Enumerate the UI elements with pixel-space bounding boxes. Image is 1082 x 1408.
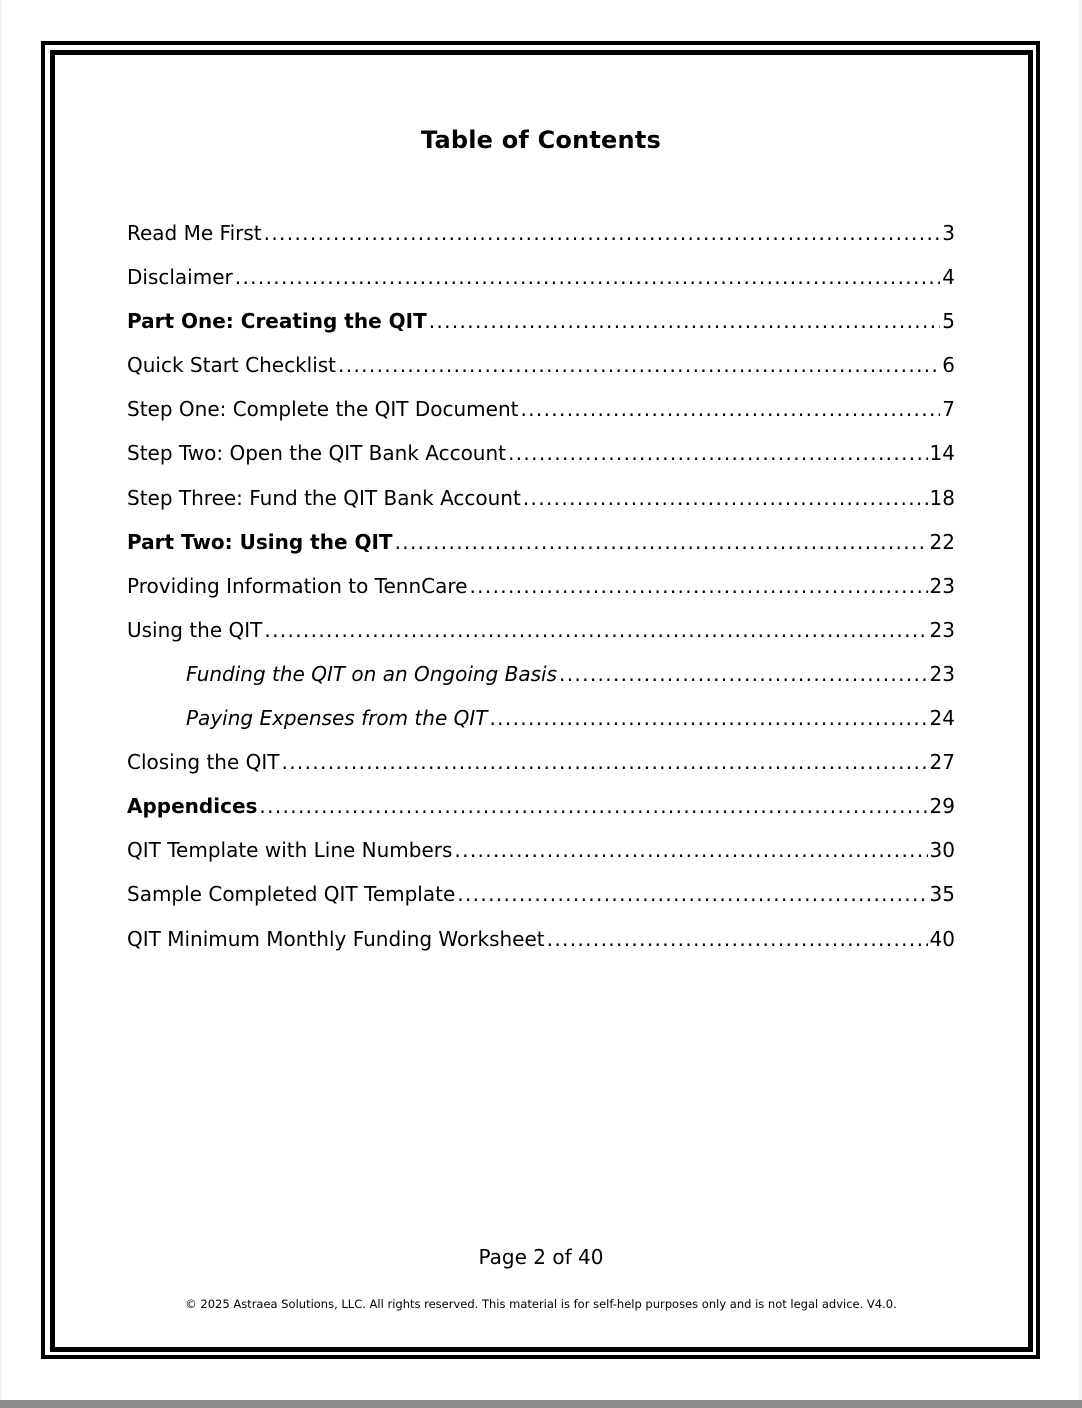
- toc-entry-page: 3: [942, 221, 955, 245]
- toc-entry-label: Funding the QIT on an Ongoing Basis: [186, 661, 557, 686]
- toc-entry-page: 35: [929, 882, 955, 907]
- toc-entry-label: Closing the QIT: [127, 750, 280, 775]
- toc-entry-label: Paying Expenses from the QIT: [186, 706, 488, 731]
- toc-entry-page: 23: [929, 573, 955, 598]
- toc-entry-label: Step Two: Open the QIT Bank Account: [127, 441, 507, 466]
- dot-leader: [454, 835, 927, 865]
- dot-leader: [395, 527, 928, 557]
- toc-entry-part-two[interactable]: [127, 527, 955, 571]
- toc-entry-page: 27: [929, 750, 955, 775]
- dot-leader: [508, 438, 928, 468]
- dot-leader: [489, 703, 927, 733]
- toc-entry-funding-ongoing[interactable]: [127, 659, 955, 703]
- dot-leader: [547, 924, 928, 954]
- page-title: Table of Contents: [421, 126, 661, 154]
- toc-entry-using-the-qit[interactable]: [127, 615, 955, 659]
- dot-leader: [457, 879, 927, 909]
- toc-entry-closing-the-qit[interactable]: [127, 747, 955, 791]
- dot-leader: [282, 747, 928, 777]
- page-number: Page 2 of 40: [478, 1245, 604, 1269]
- toc-entry-page: 23: [929, 617, 955, 642]
- toc-entry-page: 14: [929, 441, 955, 466]
- toc-entry-funding-worksheet[interactable]: [127, 924, 955, 968]
- dot-leader: [259, 791, 927, 821]
- toc-entry-qit-template-line-numbers[interactable]: [127, 835, 955, 879]
- viewer-bottom-edge: [0, 1400, 1082, 1408]
- toc-entry-appendices[interactable]: [127, 791, 955, 835]
- dot-leader: [235, 262, 941, 292]
- toc-entry-page: 29: [929, 794, 955, 819]
- table-of-contents: [127, 218, 955, 968]
- toc-entry-part-one[interactable]: [127, 306, 955, 350]
- toc-entry-label: Step One: Complete the QIT Document: [127, 397, 519, 422]
- toc-entry-page: 40: [929, 926, 955, 951]
- dot-leader: [264, 615, 927, 645]
- toc-entry-read-me-first[interactable]: [127, 218, 955, 262]
- toc-entry-label: Part One: Creating the QIT: [127, 309, 427, 334]
- toc-entry-paying-expenses[interactable]: [127, 703, 955, 747]
- toc-entry-label: QIT Minimum Monthly Funding Worksheet: [127, 926, 545, 951]
- dot-leader: [338, 350, 940, 380]
- dot-leader: [520, 394, 940, 424]
- toc-entry-label: Disclaimer: [127, 265, 233, 290]
- toc-entry-providing-information[interactable]: [127, 571, 955, 615]
- toc-entry-label: Read Me First: [127, 221, 262, 245]
- toc-entry-label: Sample Completed QIT Template: [127, 882, 456, 907]
- toc-entry-disclaimer[interactable]: [127, 262, 955, 306]
- toc-entry-page: 30: [929, 838, 955, 863]
- dot-leader: [559, 659, 928, 689]
- toc-entry-label: Using the QIT: [127, 617, 263, 642]
- toc-entry-page: 5: [942, 309, 955, 334]
- page-edge: [0, 0, 2, 1400]
- toc-entry-label: Quick Start Checklist: [127, 353, 337, 378]
- toc-entry-page: 22: [929, 529, 955, 554]
- toc-entry-label: Step Three: Fund the QIT Bank Account: [127, 485, 521, 510]
- toc-entry-page: 6: [942, 353, 955, 378]
- toc-entry-page: 7: [942, 397, 955, 422]
- dot-leader: [469, 571, 927, 601]
- toc-entry-label: QIT Template with Line Numbers: [127, 838, 453, 863]
- toc-entry-step-two[interactable]: [127, 438, 955, 482]
- toc-entry-label: Providing Information to TennCare: [127, 573, 468, 598]
- copyright-notice: © 2025 Astraea Solutions, LLC. All rights reserved. This material is for self-help purposes only and is not legal advice. V4.0.: [185, 1297, 897, 1311]
- toc-entry-label: Part Two: Using the QIT: [127, 529, 393, 554]
- dot-leader: [523, 483, 928, 513]
- dot-leader: [264, 218, 941, 248]
- toc-entry-step-one[interactable]: [127, 394, 955, 438]
- toc-entry-step-three[interactable]: [127, 483, 955, 527]
- toc-entry-page: 24: [929, 706, 955, 731]
- toc-entry-quick-start-checklist[interactable]: [127, 350, 955, 394]
- toc-entry-page: 23: [929, 661, 955, 686]
- toc-entry-sample-completed-template[interactable]: [127, 879, 955, 923]
- dot-leader: [429, 306, 941, 336]
- toc-entry-page: 4: [942, 265, 955, 290]
- toc-entry-page: 18: [929, 485, 955, 510]
- toc-entry-label: Appendices: [127, 794, 258, 819]
